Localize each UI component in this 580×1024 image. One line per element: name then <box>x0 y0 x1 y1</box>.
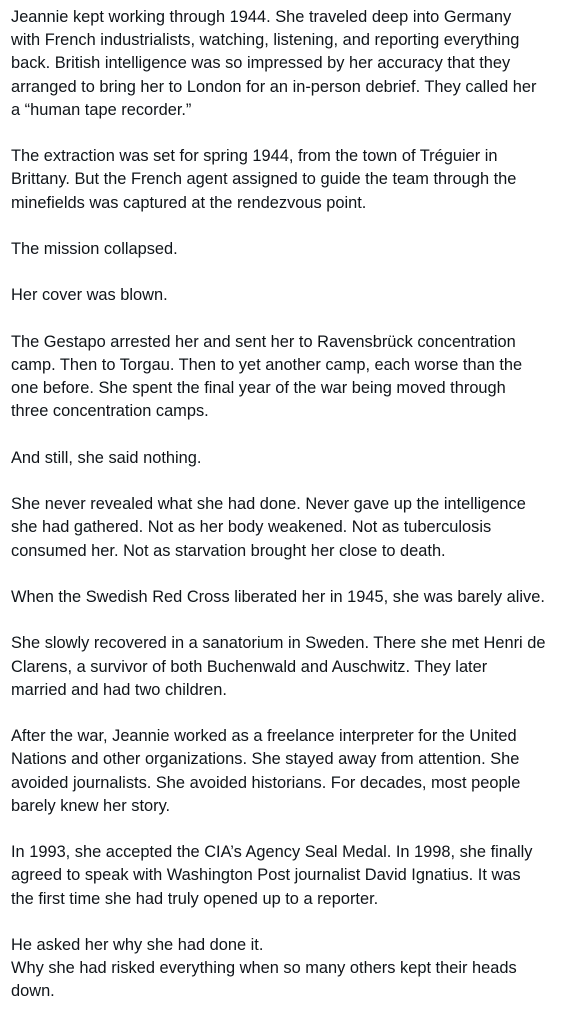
paragraph: She slowly recovered in a sanatorium in Sweden. There she met Henri de Clarens, a survivor of both Buchenwald and Auschwitz. They later married and had two children. <box>11 634 546 699</box>
paragraph: When the Swedish Red Cross liberated her in 1945, she was barely alive. <box>11 587 545 606</box>
paragraph: And still, she said nothing. <box>11 448 202 467</box>
paragraph: He asked her why she had done it. Why she had risked everything when so many others kept their heads down. <box>11 935 517 1001</box>
paragraph: In 1993, she accepted the CIA’s Agency Seal Medal. In 1998, she finally agreed to speak with Washington Post journalist David Ignatius. It was the first time she had truly opened up to a reporter. <box>11 843 533 908</box>
paragraph: She never revealed what she had done. Never gave up the intelligence she had gathered. Not as her body weakened. Not as tuberculosis consumed her. Not as starvation brought her close to death. <box>11 495 526 560</box>
paragraph: The Gestapo arrested her and sent her to Ravensbrück concentration camp. Then to Torgau. Then to yet another camp, each worse than the one before. She spent the final year of the war being moved through three concentration camps. <box>11 332 523 421</box>
paragraph: After the war, Jeannie worked as a freelance interpreter for the United Nations and other organizations. She stayed away from attention. She avoided journalists. She avoided historians. For decades, most people barely knew her story. <box>11 727 521 815</box>
paragraph: The mission collapsed. <box>11 240 178 258</box>
post-body <box>11 6 573 1004</box>
paragraph: The extraction was set for spring 1944, from the town of Tréguier in Brittany. But the French agent assigned to guide the team through the minefields was captured at the rendezvous point. <box>11 147 517 212</box>
paragraph: Her cover was blown. <box>11 286 168 305</box>
paragraph: Jeannie kept working through 1944. She traveled deep into Germany with French industrialists, watching, listening, and reporting everything back. British intelligence was so impressed by her accuracy that they arranged to bring her to London for an in-person debrief. They called her a “human tape recorder.” <box>11 8 537 119</box>
